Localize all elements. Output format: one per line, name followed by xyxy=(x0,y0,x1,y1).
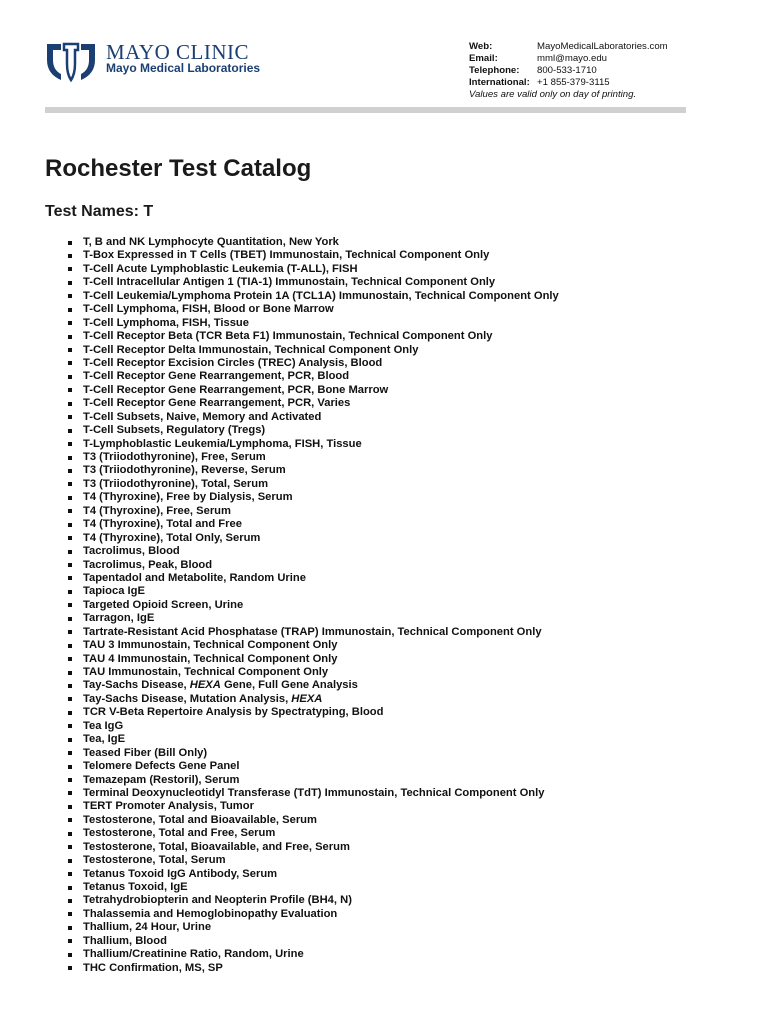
test-list-item[interactable] xyxy=(68,303,728,316)
test-name-list xyxy=(68,236,728,975)
mayo-shield-icon xyxy=(44,40,98,84)
test-list-item[interactable] xyxy=(68,774,728,787)
test-name-text: Tarragon, IgE xyxy=(83,612,155,625)
contact-telephone: 800-533-1710 xyxy=(537,65,597,76)
test-list-item[interactable] xyxy=(68,653,728,666)
test-list-item[interactable] xyxy=(68,384,728,397)
test-name-text: T3 (Triiodothyronine), Free, Serum xyxy=(83,451,266,463)
test-list-item[interactable] xyxy=(68,464,728,477)
test-name-text: Terminal Deoxynucleotidyl Transferase (TdT) Immunostain, Technical Component Only xyxy=(83,786,545,799)
test-list-item[interactable] xyxy=(68,357,728,370)
test-name-text: Tea IgG xyxy=(83,719,124,732)
test-list-item[interactable] xyxy=(68,478,728,491)
test-list-item[interactable] xyxy=(68,948,728,961)
test-name-text: T-Cell Receptor Gene Rearrangement, PCR, Blood xyxy=(83,370,350,383)
test-name-text: T3 (Triiodothyronine), Reverse, Serum xyxy=(83,464,286,477)
test-name-text: Thallium, Blood xyxy=(83,934,167,947)
test-name-text: Tacrolimus, Blood xyxy=(83,545,180,558)
header-divider xyxy=(45,107,686,113)
test-list-item[interactable] xyxy=(68,814,728,827)
test-list-item[interactable] xyxy=(68,505,728,518)
test-name-text: Thalassemia and Hemoglobinopathy Evaluation xyxy=(83,907,338,920)
test-list-item[interactable] xyxy=(68,370,728,383)
test-list-item[interactable] xyxy=(68,344,728,357)
test-name-text: TAU 4 Immunostain, Technical Component Only xyxy=(83,652,338,665)
test-name-text: T4 (Thyroxine), Total and Free xyxy=(83,518,242,531)
validity-note: Values are valid only on day of printing. xyxy=(469,89,637,100)
test-list-item[interactable] xyxy=(68,330,728,343)
test-name-text: Thallium/Creatinine Ratio, Random, Urine xyxy=(83,948,304,961)
test-name-text: Thallium, 24 Hour, Urine xyxy=(83,921,212,934)
page-title: Rochester Test Catalog xyxy=(45,155,312,182)
test-name-text: TCR V-Beta Repertoire Analysis by Spectratyping, Blood xyxy=(83,706,384,719)
test-list-item[interactable] xyxy=(68,559,728,572)
test-list-item[interactable] xyxy=(68,921,728,934)
contact-row-international xyxy=(469,77,694,89)
contact-web-link[interactable]: MayoMedicalLaboratories.com xyxy=(537,41,668,52)
contact-label: Email: xyxy=(469,53,498,64)
test-list-item[interactable] xyxy=(68,679,728,692)
logo-subtitle: Mayo Medical Laboratories xyxy=(106,61,261,75)
test-list-item[interactable] xyxy=(68,451,728,464)
contact-row-web xyxy=(469,41,694,53)
logo-title: MAYO CLINIC xyxy=(106,40,249,64)
test-name-text: Tetanus Toxoid, IgE xyxy=(83,881,188,893)
test-name-text: Tay-Sachs Disease, xyxy=(83,679,190,692)
test-name-text: Testosterone, Total and Free, Serum xyxy=(83,827,276,840)
test-list-item[interactable] xyxy=(68,908,728,921)
test-name-text: T-Lymphoblastic Leukemia/Lymphoma, FISH, Tissue xyxy=(83,437,362,450)
test-name-text: TERT Promoter Analysis, Tumor xyxy=(83,800,254,813)
test-name-text: T-Cell Leukemia/Lymphoma Protein 1A (TCL1A) Immunostain, Technical Component Only xyxy=(83,289,559,302)
test-list-item[interactable] xyxy=(68,935,728,948)
test-name-text: TAU Immunostain, Technical Component Only xyxy=(83,666,329,678)
test-name-text: T-Cell Receptor Beta (TCR Beta F1) Immunostain, Technical Component Only xyxy=(83,330,493,343)
test-name-text: T-Cell Intracellular Antigen 1 (TIA-1) Immunostain, Technical Component Only xyxy=(83,276,496,289)
test-list-item[interactable] xyxy=(68,666,728,679)
test-name-text: Teased Fiber (Bill Only) xyxy=(83,746,208,759)
test-name-text: T-Box Expressed in T Cells (TBET) Immunostain, Technical Component Only xyxy=(83,249,490,262)
test-list-item[interactable] xyxy=(68,841,728,854)
test-name-text: T4 (Thyroxine), Free, Serum xyxy=(83,504,231,517)
test-name-text: T3 (Triiodothyronine), Total, Serum xyxy=(83,477,269,490)
test-name-text: Tartrate-Resistant Acid Phosphatase (TRAP) Immunostain, Technical Component Only xyxy=(83,625,542,638)
contact-email-link[interactable]: mml@mayo.edu xyxy=(537,53,607,64)
test-name-text: Tacrolimus, Peak, Blood xyxy=(83,558,213,571)
test-list-item[interactable] xyxy=(68,800,728,813)
page-header xyxy=(44,38,686,102)
gene-name-italic: HEXA xyxy=(189,679,221,692)
test-list-item[interactable] xyxy=(68,827,728,840)
gene-name-italic: HEXA xyxy=(291,692,323,705)
test-name-text: Targeted Opioid Screen, Urine xyxy=(83,598,244,611)
test-name-text: Tapioca IgE xyxy=(83,585,145,598)
test-name-text: Gene, Full Gene Analysis xyxy=(220,679,358,692)
test-name-text: T4 (Thyroxine), Total Only, Serum xyxy=(83,531,261,544)
test-list-item[interactable] xyxy=(68,854,728,867)
test-name-text: T-Cell Lymphoma, FISH, Tissue xyxy=(83,316,249,329)
test-name-text: T-Cell Receptor Delta Immunostain, Technical Component Only xyxy=(83,343,419,356)
test-name-text: THC Confirmation, MS, SP xyxy=(83,961,223,974)
test-list-item[interactable] xyxy=(68,881,728,894)
mayo-clinic-logo[interactable] xyxy=(44,40,304,88)
test-list-item[interactable] xyxy=(68,249,728,262)
test-list-item[interactable] xyxy=(68,545,728,558)
test-list-item[interactable] xyxy=(68,612,728,625)
test-list-item[interactable] xyxy=(68,760,728,773)
test-list-item[interactable] xyxy=(68,585,728,598)
test-name-text: Telomere Defects Gene Panel xyxy=(83,760,240,773)
test-name-text: T, B and NK Lymphocyte Quantitation, New York xyxy=(83,236,339,248)
test-list-item[interactable] xyxy=(68,787,728,800)
test-name-text: Tetrahydrobiopterin and Neopterin Profile (BH4, N) xyxy=(83,894,352,907)
contact-row-email xyxy=(469,53,694,65)
test-list-item[interactable] xyxy=(68,733,728,746)
test-list-item[interactable] xyxy=(68,491,728,504)
test-list-item[interactable] xyxy=(68,868,728,881)
test-name-text: T-Cell Receptor Excision Circles (TREC) Analysis, Blood xyxy=(83,356,383,369)
test-list-item[interactable] xyxy=(68,693,728,706)
test-list-item[interactable] xyxy=(68,411,728,424)
test-name-text: T-Cell Acute Lymphoblastic Leukemia (T-ALL), FISH xyxy=(83,262,358,275)
contact-row-telephone xyxy=(469,65,694,77)
test-list-item[interactable] xyxy=(68,639,728,652)
test-list-item[interactable] xyxy=(68,572,728,585)
contact-international: +1 855-379-3115 xyxy=(537,77,610,88)
test-list-item[interactable] xyxy=(68,236,728,249)
test-list-item[interactable] xyxy=(68,626,728,639)
test-list-item[interactable] xyxy=(68,720,728,733)
test-list-item[interactable] xyxy=(68,317,728,330)
test-name-text: TAU 3 Immunostain, Technical Component Only xyxy=(83,639,338,652)
test-list-item[interactable] xyxy=(68,599,728,612)
test-name-text: T-Cell Receptor Gene Rearrangement, PCR, Varies xyxy=(83,397,351,410)
contact-label: Web: xyxy=(469,41,493,52)
test-list-item[interactable] xyxy=(68,706,728,719)
test-name-text: Tay-Sachs Disease, Mutation Analysis, xyxy=(83,692,292,705)
test-list-item[interactable] xyxy=(68,438,728,451)
test-name-text: Tea, IgE xyxy=(83,733,126,746)
test-list-item[interactable] xyxy=(68,532,728,545)
test-name-text: T-Cell Subsets, Naive, Memory and Activated xyxy=(83,410,322,423)
test-list-item[interactable] xyxy=(68,424,728,437)
test-name-text: T-Cell Lymphoma, FISH, Blood or Bone Marrow xyxy=(83,303,334,316)
contact-label: International: xyxy=(469,77,530,88)
test-list-item[interactable] xyxy=(68,397,728,410)
test-list-item[interactable] xyxy=(68,962,728,975)
test-name-text: Temazepam (Restoril), Serum xyxy=(83,773,240,786)
test-list-item[interactable] xyxy=(68,518,728,531)
test-list-item[interactable] xyxy=(68,263,728,276)
test-name-text: Tetanus Toxoid IgG Antibody, Serum xyxy=(83,867,278,880)
test-list-item[interactable] xyxy=(68,276,728,289)
contact-label: Telephone: xyxy=(469,65,520,76)
section-title: Test Names: T xyxy=(45,203,154,220)
test-name-text: T-Cell Receptor Gene Rearrangement, PCR, Bone Marrow xyxy=(83,383,389,396)
test-name-text: Testosterone, Total and Bioavailable, Serum xyxy=(83,813,317,826)
test-list-item[interactable] xyxy=(68,747,728,760)
test-name-text: T-Cell Subsets, Regulatory (Tregs) xyxy=(83,424,266,437)
test-name-text: Testosterone, Total, Serum xyxy=(83,854,226,867)
test-name-text: Tapentadol and Metabolite, Random Urine xyxy=(83,571,306,584)
test-name-text: Testosterone, Total, Bioavailable, and Free, Serum xyxy=(83,840,350,853)
test-list-item[interactable] xyxy=(68,290,728,303)
contact-info xyxy=(469,41,694,101)
test-name-text: T4 (Thyroxine), Free by Dialysis, Serum xyxy=(83,491,293,504)
test-list-item[interactable] xyxy=(68,894,728,907)
